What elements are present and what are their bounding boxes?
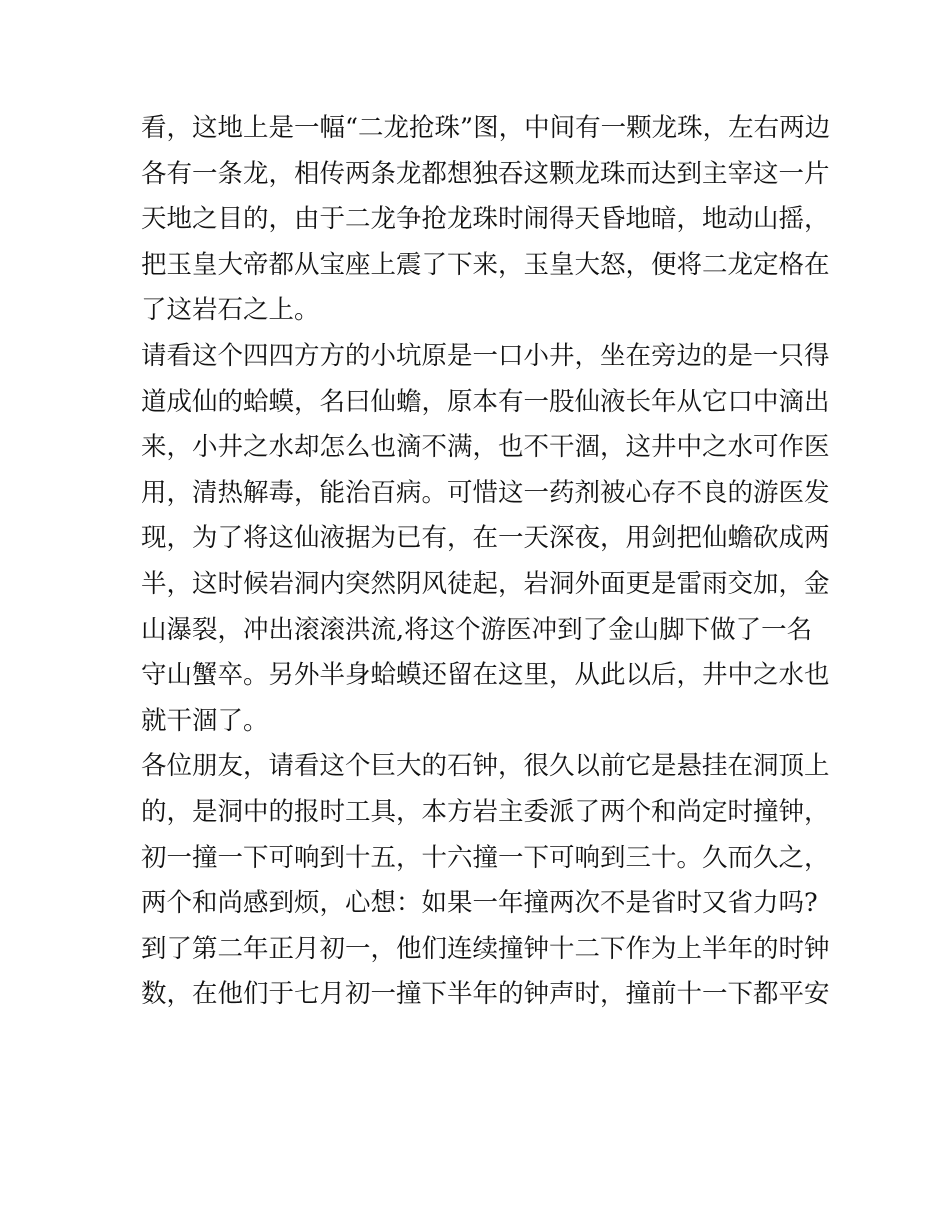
text-line: 的，是洞中的报时工具，本方岩主委派了两个和尚定时撞钟， [141,796,830,827]
text-line: 数，在他们于七月初一撞下半年的钟声时，撞前十一下都平安 [141,979,830,1010]
text-line: 请看这个四四方方的小坑原是一口小井，坐在旁边的是一只得 [141,340,830,371]
text-line: 把玉皇大帝都从宝座上震了下来，玉皇大怒，便将二龙定格在 [141,249,830,280]
text-line: 天地之目的，由于二龙争抢龙珠时闹得天昏地暗，地动山摇， [141,204,830,235]
text-line: 各有一条龙，相传两条龙都想独吞这颗龙珠而达到主宰这一片 [141,158,830,189]
paragraph-3 [141,744,830,1018]
text-line: 两个和尚感到烦，心想：如果一年撞两次不是省时又省力吗? [141,888,818,919]
text-line: 守山蟹卒。另外半身蛤蟆还留在这里，从此以后，井中之水也 [141,660,830,691]
body-text [141,106,831,1018]
text-line: 用，清热解毒，能治百病。可惜这一药剂被心存不良的游医发 [141,477,830,508]
text-line: 看，这地上是一幅“二龙抢珠”图，中间有一颗龙珠，左右两边 [141,113,831,143]
text-line: 就干涸了。 [141,705,269,736]
text-line: 来，小井之水却怎么也滴不满，也不干涸，这井中之水可作医 [141,432,830,463]
text-line: 现，为了将这仙液据为已有，在一天深夜，用剑把仙蟾砍成两 [141,523,830,554]
text-line: 道成仙的蛤蟆，名曰仙蟾，原本有一股仙液长年从它口中滴出 [141,386,830,417]
paragraph-2 [141,334,830,744]
text-line: 山瀑裂，冲出滚滚洪流,将这个游医冲到了金山脚下做了一名 [141,614,813,645]
paragraph-1 [141,106,831,334]
text-line: 到了第二年正月初一，他们连续撞钟十二下作为上半年的时钟 [141,933,830,964]
text-line: 半，这时候岩洞内突然阴风徒起，岩洞外面更是雷雨交加，金 [141,568,830,599]
text-line: 了这岩石之上。 [141,295,320,326]
text-line: 初一撞一下可响到十五，十六撞一下可响到三十。久而久之， [141,842,830,873]
text-line: 各位朋友，请看这个巨大的石钟，很久以前它是悬挂在洞顶上 [141,751,830,782]
